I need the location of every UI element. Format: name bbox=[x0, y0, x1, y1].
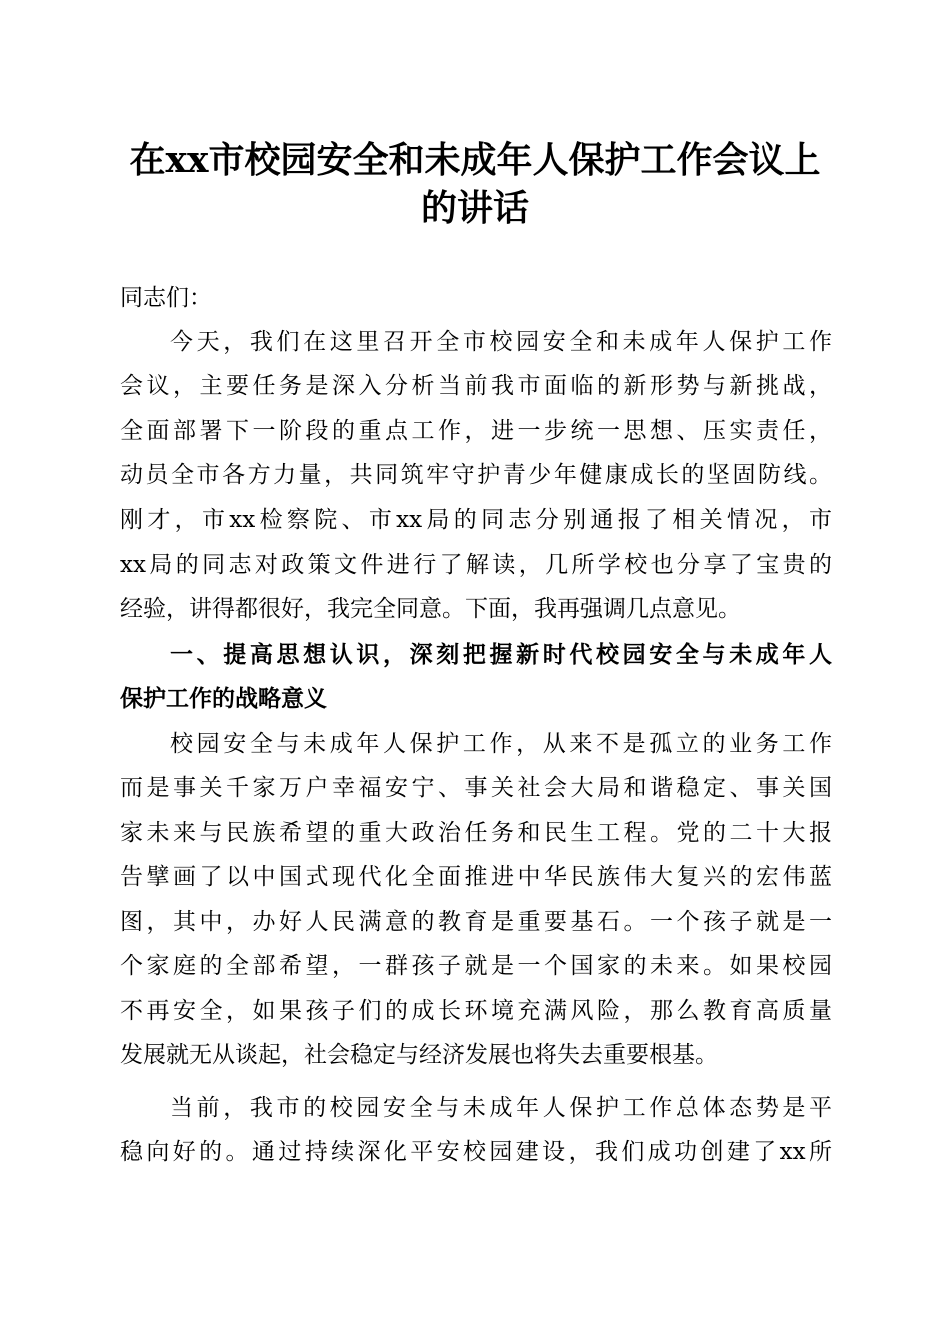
salutation: 同志们： bbox=[120, 285, 212, 311]
paragraph-line: 全面部署下一阶段的重点工作，进一步统一思想、压实责任， bbox=[120, 418, 832, 444]
paragraph-line: 经验，讲得都很好，我完全同意。下面，我再强调几点意见。 bbox=[120, 596, 741, 622]
paragraph-line: 校园安全与未成年人保护工作，从来不是孤立的业务工作 bbox=[170, 731, 832, 757]
document-title-line-1: 在xx市校园安全和未成年人保护工作会议上 bbox=[129, 139, 821, 181]
paragraph-line: 刚才，市xx检察院、市xx局的同志分别通报了相关情况，市 bbox=[120, 507, 832, 533]
section-heading-line: 保护工作的战略意义 bbox=[120, 686, 327, 712]
paragraph-line: 而是事关千家万户幸福安宁、事关社会大局和谐稳定、事关国 bbox=[120, 775, 832, 801]
paragraph-line: 不再安全，如果孩子们的成长环境充满风险，那么教育高质量 bbox=[120, 998, 832, 1024]
paragraph-line: 告擘画了以中国式现代化全面推进中华民族伟大复兴的宏伟蓝 bbox=[120, 864, 832, 890]
paragraph-line: 动员全市各方力量，共同筑牢守护青少年健康成长的坚固防线。 bbox=[120, 462, 832, 488]
paragraph-line: 发展就无从谈起，社会稳定与经济发展也将失去重要根基。 bbox=[120, 1042, 718, 1068]
section-heading-line: 一、提高思想认识，深刻把握新时代校园安全与未成年人 bbox=[170, 642, 832, 668]
paragraph-line: xx局的同志对政策文件进行了解读，几所学校也分享了宝贵的 bbox=[120, 552, 832, 578]
document-title-line-2: 的讲话 bbox=[420, 187, 529, 229]
paragraph-line: 个家庭的全部希望，一群孩子就是一个国家的未来。如果校园 bbox=[120, 953, 832, 979]
paragraph-line: 会议，主要任务是深入分析当前我市面临的新形势与新挑战， bbox=[120, 373, 832, 399]
paragraph-line: 今天，我们在这里召开全市校园安全和未成年人保护工作 bbox=[170, 329, 832, 355]
paragraph-line: 家未来与民族希望的重大政治任务和民生工程。党的二十大报 bbox=[120, 820, 832, 846]
paragraph-line: 稳向好的。通过持续深化平安校园建设，我们成功创建了xx所 bbox=[120, 1139, 832, 1165]
paragraph-line: 当前，我市的校园安全与未成年人保护工作总体态势是平 bbox=[170, 1095, 832, 1121]
paragraph-line: 图，其中，办好人民满意的教育是重要基石。一个孩子就是一 bbox=[120, 909, 832, 935]
